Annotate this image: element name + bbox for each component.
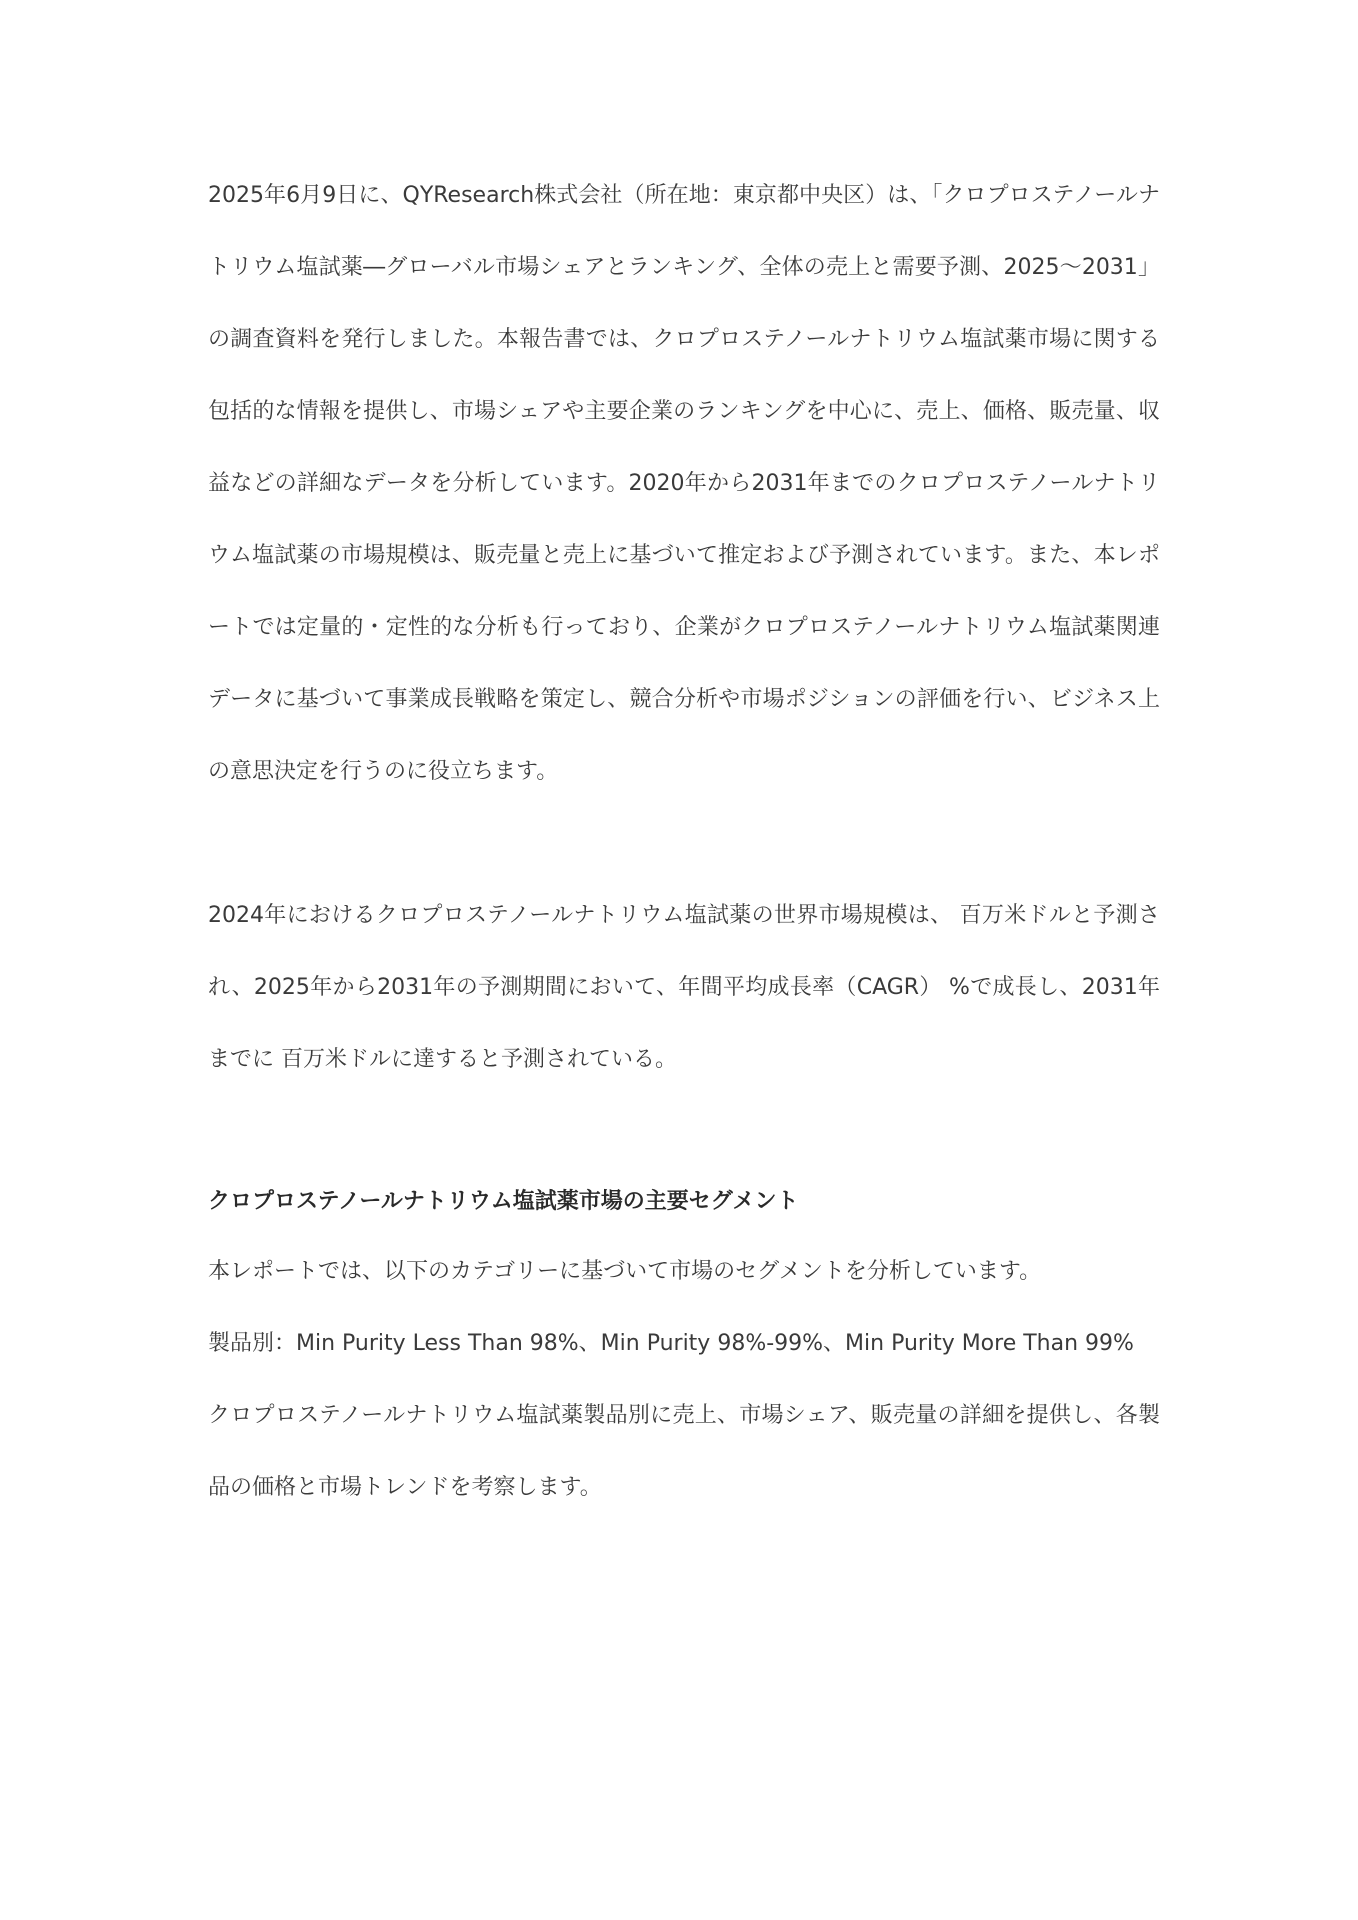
- segments-intro: 本レポートでは、以下のカテゴリーに基づいて市場のセグメントを分析しています。: [208, 1259, 1042, 1284]
- segments-heading: クロプロステノールナトリウム塩試薬市場の主要セグメント: [208, 1189, 799, 1214]
- intro-paragraph: 2025年6月9日に、QYResearch株式会社（所在地：東京都中央区）は、「クロプロステノールナトリウム塩試薬―グローバル市場シェアとランキング、全体の売上と需要予測、2025～2031」の調査資料を発行しました。本報告書では、クロプロステノールナトリウム塩試薬市場に関する包括的な情報を提供し、市場シェアや主要企業のランキングを中心に、売上、価格、販売量、収益などの詳細なデータを分析しています。2020年から2031年までのクロプロステノールナトリウム塩試薬の市場規模は、販売量と売上に基づいて推定および予測されています。また、本レポートでは定量的・定性的な分析も行っており、企業がクロプロステノールナトリウム塩試薬関連データに基づいて事業成長戦略を策定し、競合分析や市場ポジションの評価を行い、ビジネス上の意思決定を行うのに役立ちます。: [208, 183, 1160, 784]
- market-size-paragraph: 2024年におけるクロプロステノールナトリウム塩試薬の世界市場規模は、 百万米ドルと予測され、2025年から2031年の予測期間において、年間平均成長率（CAGR） %で成長し、2031年までに 百万米ドルに達すると予測されている。: [208, 903, 1160, 1072]
- segments-by-product: 製品別：Min Purity Less Than 98%、Min Purity 98%-99%、Min Purity More Than 99%: [208, 1331, 1134, 1356]
- document-page: [208, 160, 1160, 1524]
- segments-product-detail: クロプロステノールナトリウム塩試薬製品別に売上、市場シェア、販売量の詳細を提供し、各製品の価格と市場トレンドを考察します。: [208, 1403, 1160, 1500]
